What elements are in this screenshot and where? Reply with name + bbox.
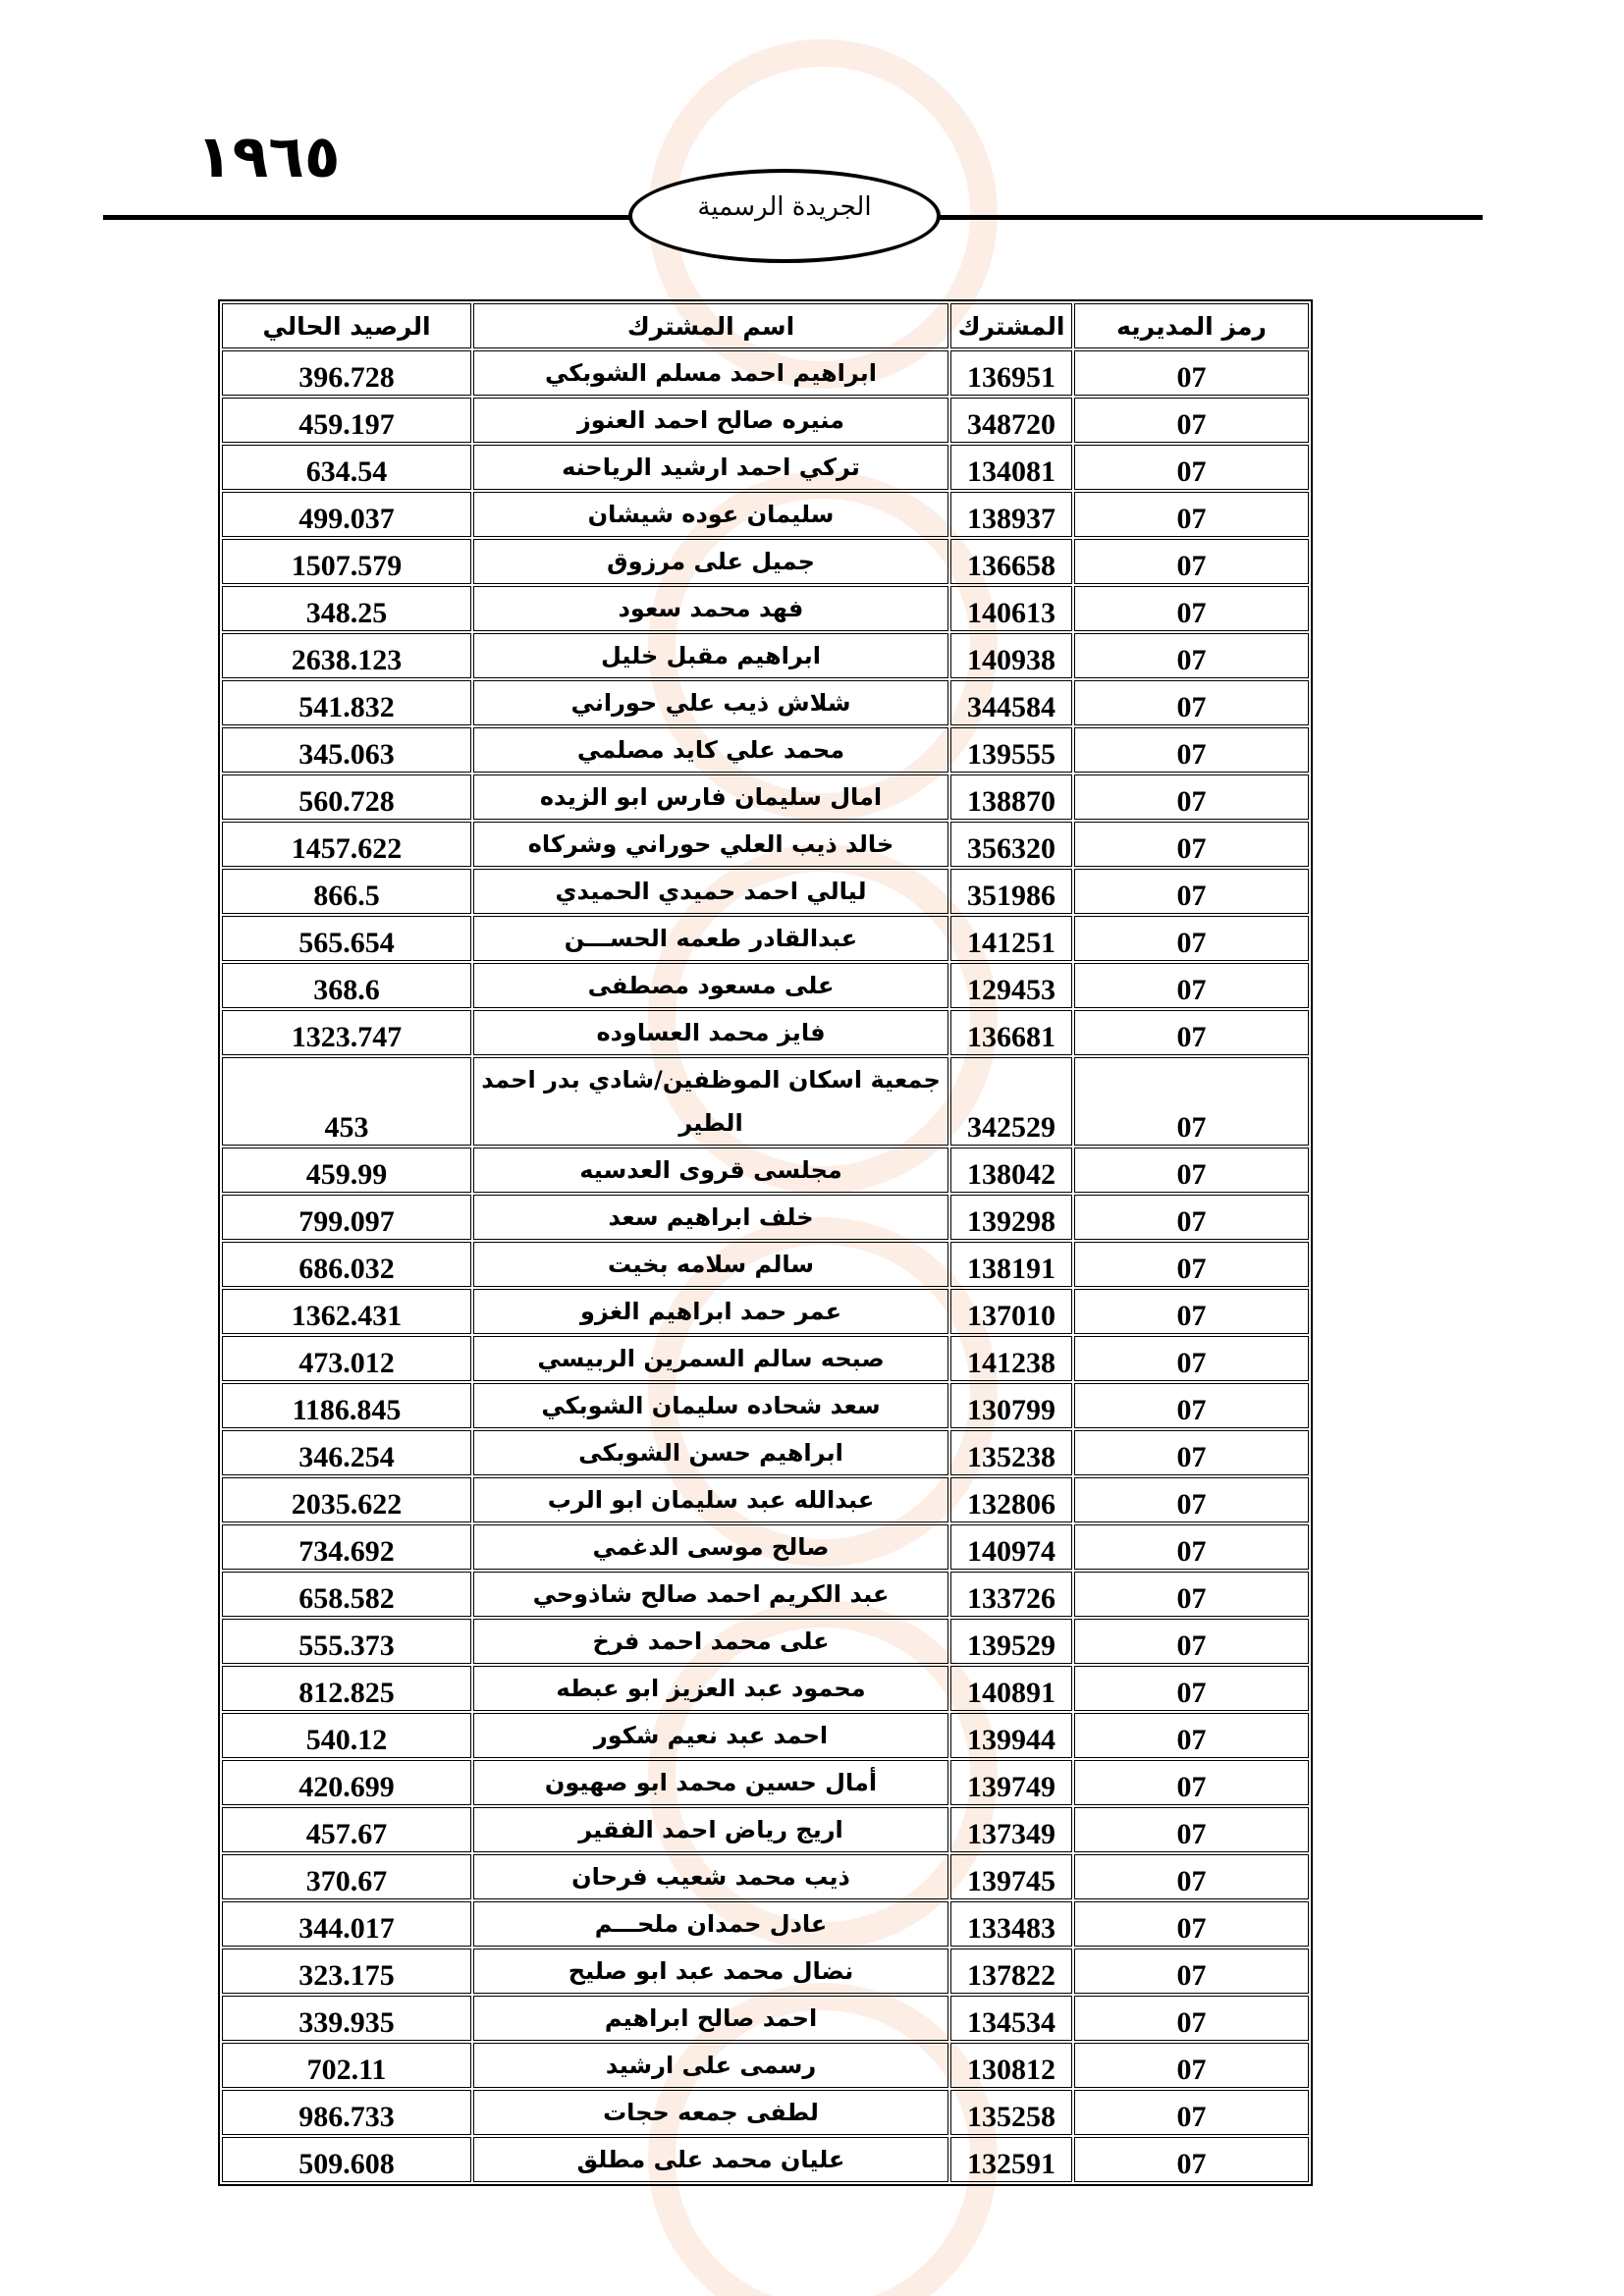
current-balance-cell: 702.11 bbox=[222, 2043, 471, 2088]
current-balance-cell: 348.25 bbox=[222, 586, 471, 631]
current-balance-cell: 1362.431 bbox=[222, 1289, 471, 1334]
table-row bbox=[222, 1901, 1309, 1947]
subscriber-name-cell: ابراهيم مقبل خليل bbox=[473, 633, 948, 678]
subscriber-number-cell: 140938 bbox=[950, 633, 1072, 678]
directorate-code-cell: 07 bbox=[1074, 1713, 1309, 1758]
directorate-code-cell: 07 bbox=[1074, 1524, 1309, 1570]
subscriber-name-cell: احمد عبد نعيم شكور bbox=[473, 1713, 948, 1758]
subscriber-number-cell: 139298 bbox=[950, 1195, 1072, 1240]
subscriber-name-cell: خالد ذيب العلي حوراني وشركاه bbox=[473, 822, 948, 867]
subscriber-number-cell: 137010 bbox=[950, 1289, 1072, 1334]
table-row bbox=[222, 1148, 1309, 1193]
directorate-code-cell: 07 bbox=[1074, 539, 1309, 584]
subscriber-number-cell: 137349 bbox=[950, 1807, 1072, 1852]
subscriber-name-cell: امال سليمان فارس ابو الزيده bbox=[473, 774, 948, 820]
subscriber-number-cell: 134534 bbox=[950, 1996, 1072, 2041]
directorate-code-cell: 07 bbox=[1074, 1760, 1309, 1805]
current-balance-cell: 1457.622 bbox=[222, 822, 471, 867]
subscriber-number-cell: 133726 bbox=[950, 1572, 1072, 1617]
subscriber-name-cell: عليان محمد على مطلق bbox=[473, 2137, 948, 2182]
subscriber-name-cell: خلف ابراهيم سعد bbox=[473, 1195, 948, 1240]
subscriber-number-cell: 139529 bbox=[950, 1619, 1072, 1664]
current-balance-cell: 459.197 bbox=[222, 398, 471, 443]
subscriber-name-cell: لطفى جمعه حجات bbox=[473, 2090, 948, 2135]
table-row bbox=[222, 1336, 1309, 1381]
table-row bbox=[222, 1996, 1309, 2041]
subscriber-name-cell: نضال محمد عبد ابو صليح bbox=[473, 1949, 948, 1994]
table-row bbox=[222, 2090, 1309, 2135]
table-row bbox=[222, 1666, 1309, 1711]
directorate-code-cell: 07 bbox=[1074, 2137, 1309, 2182]
table-row bbox=[222, 2137, 1309, 2182]
current-balance-cell: 734.692 bbox=[222, 1524, 471, 1570]
subscriber-number-cell: 139944 bbox=[950, 1713, 1072, 1758]
directorate-code-cell: 07 bbox=[1074, 2090, 1309, 2135]
subscriber-number-cell: 140613 bbox=[950, 586, 1072, 631]
directorate-code-cell: 07 bbox=[1074, 869, 1309, 914]
subscriber-name-cell: رسمى على ارشيد bbox=[473, 2043, 948, 2088]
subscriber-name-cell: ابراهيم حسن الشوبكى bbox=[473, 1430, 948, 1475]
table-row bbox=[222, 1057, 1309, 1146]
current-balance-cell: 339.935 bbox=[222, 1996, 471, 2041]
subscriber-number-cell: 134081 bbox=[950, 445, 1072, 490]
subscriber-number-cell: 135258 bbox=[950, 2090, 1072, 2135]
current-balance-cell: 686.032 bbox=[222, 1242, 471, 1287]
current-balance-cell: 453 bbox=[222, 1057, 471, 1146]
current-balance-cell: 799.097 bbox=[222, 1195, 471, 1240]
table-row bbox=[222, 1760, 1309, 1805]
subscriber-name-cell: فايز محمد العساوده bbox=[473, 1010, 948, 1055]
subscriber-name-cell: اريج رياض احمد الفقير bbox=[473, 1807, 948, 1852]
subscriber-name-cell: ذيب محمد شعيب فرحان bbox=[473, 1854, 948, 1899]
subscriber-number-cell: 141238 bbox=[950, 1336, 1072, 1381]
directorate-code-cell: 07 bbox=[1074, 633, 1309, 678]
current-balance-cell: 866.5 bbox=[222, 869, 471, 914]
subscriber-number-cell: 351986 bbox=[950, 869, 1072, 914]
subscriber-number-cell: 129453 bbox=[950, 963, 1072, 1008]
subscriber-number-cell: 356320 bbox=[950, 822, 1072, 867]
directorate-code-cell: 07 bbox=[1074, 1430, 1309, 1475]
current-balance-cell: 565.654 bbox=[222, 916, 471, 961]
subscriber-name-cell: سعد شحاده سليمان الشوبكي bbox=[473, 1383, 948, 1428]
subscriber-number-cell: 138042 bbox=[950, 1148, 1072, 1193]
subscriber-number-cell: 136951 bbox=[950, 350, 1072, 396]
subscriber-name-cell: عبدالقادر طعمه الحســـن bbox=[473, 916, 948, 961]
current-balance-cell: 1323.747 bbox=[222, 1010, 471, 1055]
directorate-code-cell: 07 bbox=[1074, 350, 1309, 396]
directorate-code-cell: 07 bbox=[1074, 1195, 1309, 1240]
subscriber-name-cell: عمر حمد ابراهيم الغزو bbox=[473, 1289, 948, 1334]
table-row bbox=[222, 1572, 1309, 1617]
subscriber-name-cell: عادل حمدان ملحـــم bbox=[473, 1901, 948, 1947]
column-header-subscriber-name: اسم المشترك bbox=[473, 303, 948, 348]
directorate-code-cell: 07 bbox=[1074, 2043, 1309, 2088]
subscriber-name-cell: سليمان عوده شيشان bbox=[473, 492, 948, 537]
subscriber-name-cell: ليالي احمد حميدي الحميدي bbox=[473, 869, 948, 914]
table-row bbox=[222, 822, 1309, 867]
directorate-code-cell: 07 bbox=[1074, 1619, 1309, 1664]
directorate-code-cell: 07 bbox=[1074, 492, 1309, 537]
subscriber-name-cell: محمد علي كايد مصلمي bbox=[473, 727, 948, 773]
current-balance-cell: 459.99 bbox=[222, 1148, 471, 1193]
current-balance-cell: 420.699 bbox=[222, 1760, 471, 1805]
current-balance-cell: 658.582 bbox=[222, 1572, 471, 1617]
subscriber-name-cell: عبدالله عبد سليمان ابو الرب bbox=[473, 1477, 948, 1522]
directorate-code-cell: 07 bbox=[1074, 1010, 1309, 1055]
table-row bbox=[222, 1854, 1309, 1899]
directorate-code-cell: 07 bbox=[1074, 774, 1309, 820]
subscriber-number-cell: 344584 bbox=[950, 680, 1072, 725]
directorate-code-cell: 07 bbox=[1074, 1807, 1309, 1852]
current-balance-cell: 560.728 bbox=[222, 774, 471, 820]
table-row bbox=[222, 1619, 1309, 1664]
subscriber-name-cell: أمال حسين محمد ابو صهيون bbox=[473, 1760, 948, 1805]
subscriber-number-cell: 139745 bbox=[950, 1854, 1072, 1899]
table-row bbox=[222, 1242, 1309, 1287]
current-balance-cell: 457.67 bbox=[222, 1807, 471, 1852]
column-header-current-balance: الرصيد الحالي bbox=[222, 303, 471, 348]
directorate-code-cell: 07 bbox=[1074, 822, 1309, 867]
subscribers-table bbox=[218, 299, 1313, 2186]
directorate-code-cell: 07 bbox=[1074, 398, 1309, 443]
subscriber-number-cell: 140974 bbox=[950, 1524, 1072, 1570]
directorate-code-cell: 07 bbox=[1074, 727, 1309, 773]
table-row bbox=[222, 963, 1309, 1008]
directorate-code-cell: 07 bbox=[1074, 586, 1309, 631]
current-balance-cell: 323.175 bbox=[222, 1949, 471, 1994]
subscriber-number-cell: 342529 bbox=[950, 1057, 1072, 1146]
current-balance-cell: 499.037 bbox=[222, 492, 471, 537]
directorate-code-cell: 07 bbox=[1074, 1057, 1309, 1146]
current-balance-cell: 541.832 bbox=[222, 680, 471, 725]
current-balance-cell: 345.063 bbox=[222, 727, 471, 773]
current-balance-cell: 634.54 bbox=[222, 445, 471, 490]
table-row bbox=[222, 774, 1309, 820]
subscriber-name-cell: منيره صالح احمد العنوز bbox=[473, 398, 948, 443]
subscriber-name-cell: عبد الكريم احمد صالح شاذوحي bbox=[473, 1572, 948, 1617]
subscriber-number-cell: 138937 bbox=[950, 492, 1072, 537]
directorate-code-cell: 07 bbox=[1074, 1242, 1309, 1287]
gazette-title: الجريدة الرسمية bbox=[697, 192, 872, 222]
current-balance-cell: 1186.845 bbox=[222, 1383, 471, 1428]
table-row bbox=[222, 869, 1309, 914]
table-row bbox=[222, 1949, 1309, 1994]
subscriber-number-cell: 135238 bbox=[950, 1430, 1072, 1475]
table-row bbox=[222, 1807, 1309, 1852]
table-row bbox=[222, 539, 1309, 584]
current-balance-cell: 540.12 bbox=[222, 1713, 471, 1758]
table-row bbox=[222, 445, 1309, 490]
subscriber-number-cell: 348720 bbox=[950, 398, 1072, 443]
current-balance-cell: 509.608 bbox=[222, 2137, 471, 2182]
current-balance-cell: 986.733 bbox=[222, 2090, 471, 2135]
subscriber-name-cell: احمد صالح ابراهيم bbox=[473, 1996, 948, 2041]
current-balance-cell: 346.254 bbox=[222, 1430, 471, 1475]
subscriber-number-cell: 130812 bbox=[950, 2043, 1072, 2088]
table-row bbox=[222, 727, 1309, 773]
table-row bbox=[222, 1383, 1309, 1428]
subscriber-name-cell: جمعية اسكان الموظفين/شادي بدر احمد الطير bbox=[473, 1057, 948, 1146]
subscriber-number-cell: 141251 bbox=[950, 916, 1072, 961]
table-row bbox=[222, 1010, 1309, 1055]
directorate-code-cell: 07 bbox=[1074, 1289, 1309, 1334]
subscriber-number-cell: 136681 bbox=[950, 1010, 1072, 1055]
subscriber-name-cell: صالح موسى الدغمي bbox=[473, 1524, 948, 1570]
subscriber-name-cell: صبحه سالم السمرين الربيسي bbox=[473, 1336, 948, 1381]
current-balance-cell: 555.373 bbox=[222, 1619, 471, 1664]
current-balance-cell: 396.728 bbox=[222, 350, 471, 396]
subscriber-number-cell: 137822 bbox=[950, 1949, 1072, 1994]
directorate-code-cell: 07 bbox=[1074, 1383, 1309, 1428]
subscriber-number-cell: 138191 bbox=[950, 1242, 1072, 1287]
subscriber-name-cell: سالم سلامه بخيت bbox=[473, 1242, 948, 1287]
subscriber-name-cell: على مسعود مصطفى bbox=[473, 963, 948, 1008]
subscriber-number-cell: 136658 bbox=[950, 539, 1072, 584]
table-header-row bbox=[222, 303, 1309, 348]
subscriber-name-cell: تركي احمد ارشيد الرياحنه bbox=[473, 445, 948, 490]
directorate-code-cell: 07 bbox=[1074, 1949, 1309, 1994]
table-row bbox=[222, 1524, 1309, 1570]
directorate-code-cell: 07 bbox=[1074, 1572, 1309, 1617]
table-row bbox=[222, 1477, 1309, 1522]
directorate-code-cell: 07 bbox=[1074, 1336, 1309, 1381]
table-row bbox=[222, 2043, 1309, 2088]
current-balance-cell: 2035.622 bbox=[222, 1477, 471, 1522]
current-balance-cell: 2638.123 bbox=[222, 633, 471, 678]
subscriber-name-cell: ابراهيم احمد مسلم الشوبكي bbox=[473, 350, 948, 396]
subscriber-number-cell: 132591 bbox=[950, 2137, 1072, 2182]
current-balance-cell: 370.67 bbox=[222, 1854, 471, 1899]
subscriber-name-cell: محمود عبد العزيز ابو عبطه bbox=[473, 1666, 948, 1711]
subscriber-number-cell: 139749 bbox=[950, 1760, 1072, 1805]
subscriber-name-cell: على محمد احمد فرخ bbox=[473, 1619, 948, 1664]
column-header-subscriber-number: المشترك bbox=[950, 303, 1072, 348]
directorate-code-cell: 07 bbox=[1074, 1901, 1309, 1947]
subscriber-name-cell: شلاش ذيب علي حوراني bbox=[473, 680, 948, 725]
table-row bbox=[222, 1195, 1309, 1240]
directorate-code-cell: 07 bbox=[1074, 1854, 1309, 1899]
subscriber-number-cell: 140891 bbox=[950, 1666, 1072, 1711]
subscriber-name-cell: جميل على مرزوق bbox=[473, 539, 948, 584]
subscriber-number-cell: 138870 bbox=[950, 774, 1072, 820]
table-row bbox=[222, 633, 1309, 678]
directorate-code-cell: 07 bbox=[1074, 916, 1309, 961]
table-row bbox=[222, 586, 1309, 631]
directorate-code-cell: 07 bbox=[1074, 1666, 1309, 1711]
subscriber-name-cell: مجلسى قروى العدسيه bbox=[473, 1148, 948, 1193]
table-row bbox=[222, 1289, 1309, 1334]
table-row bbox=[222, 492, 1309, 537]
directorate-code-cell: 07 bbox=[1074, 1477, 1309, 1522]
subscriber-number-cell: 133483 bbox=[950, 1901, 1072, 1947]
table-row bbox=[222, 680, 1309, 725]
directorate-code-cell: 07 bbox=[1074, 445, 1309, 490]
column-header-directorate-code: رمز المديريه bbox=[1074, 303, 1309, 348]
table-row bbox=[222, 916, 1309, 961]
table-row bbox=[222, 1430, 1309, 1475]
current-balance-cell: 812.825 bbox=[222, 1666, 471, 1711]
subscriber-name-cell: فهد محمد سعود bbox=[473, 586, 948, 631]
directorate-code-cell: 07 bbox=[1074, 1996, 1309, 2041]
subscriber-number-cell: 139555 bbox=[950, 727, 1072, 773]
current-balance-cell: 1507.579 bbox=[222, 539, 471, 584]
subscriber-number-cell: 130799 bbox=[950, 1383, 1072, 1428]
current-balance-cell: 344.017 bbox=[222, 1901, 471, 1947]
directorate-code-cell: 07 bbox=[1074, 1148, 1309, 1193]
current-balance-cell: 368.6 bbox=[222, 963, 471, 1008]
page-number: ١٩٦٥ bbox=[196, 123, 341, 191]
gazette-title-oval bbox=[628, 169, 941, 263]
subscriber-number-cell: 132806 bbox=[950, 1477, 1072, 1522]
table-row bbox=[222, 1713, 1309, 1758]
table-row bbox=[222, 398, 1309, 443]
table-row bbox=[222, 350, 1309, 396]
directorate-code-cell: 07 bbox=[1074, 963, 1309, 1008]
directorate-code-cell: 07 bbox=[1074, 680, 1309, 725]
current-balance-cell: 473.012 bbox=[222, 1336, 471, 1381]
